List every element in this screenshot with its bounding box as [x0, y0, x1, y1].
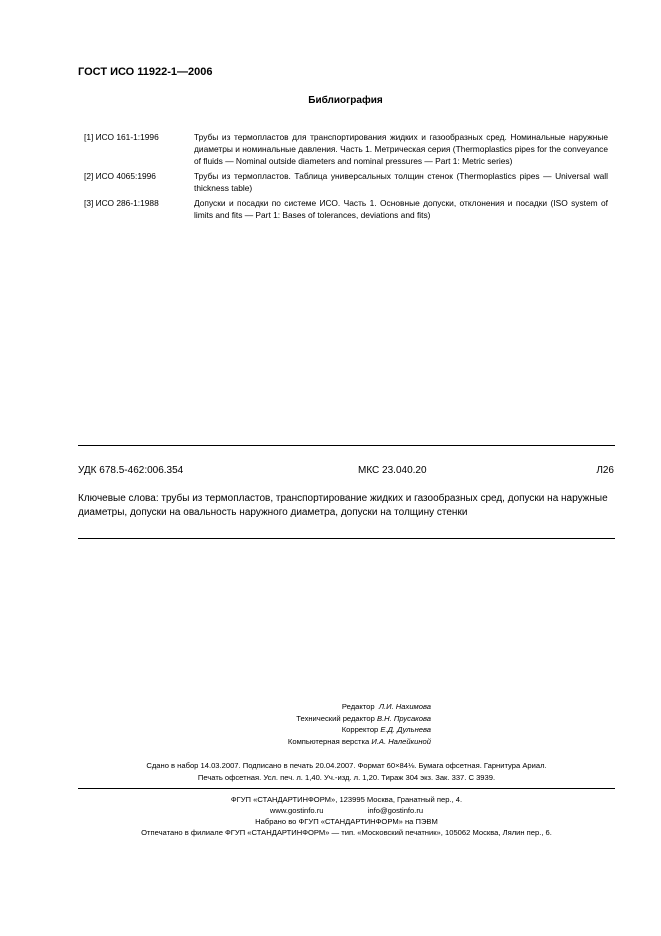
mks-code: МКС 23.040.20 — [358, 465, 427, 476]
staff-role: Корректор — [341, 725, 379, 734]
bibliography-text: Трубы из термопластов для транспортирования жидких и газообразных сред. Номинальные наружные диаметры и номинальные давления. Часть 1. Метрическая серия (Thermoplastics pipes for the conveyance of fluids — Nominal outside diameters and nominal pressures — Part 1: Metric series) — [194, 132, 608, 166]
staff-name: В.Н. Прусакова — [377, 713, 431, 723]
publisher-contacts — [78, 805, 615, 816]
staff-role: Компьютерная верстка — [287, 736, 370, 746]
staff-line — [288, 736, 431, 748]
group-code: Л26 — [596, 465, 614, 476]
staff-name: И.А. Налейкиной — [371, 736, 431, 746]
divider-bottom — [78, 788, 615, 789]
staff-line — [288, 713, 431, 725]
publisher-info — [78, 794, 615, 838]
bibliography-item — [84, 197, 608, 221]
staff-credits — [288, 701, 431, 747]
udk-code: УДК 678.5-462:006.354 — [78, 465, 184, 476]
staff-name: Е.Д. Дульнева — [380, 725, 431, 734]
staff-line — [288, 701, 431, 713]
bibliography-list — [84, 131, 608, 224]
publisher-printed: Отпечатано в филиале ФГУП «СТАНДАРТИНФОРМ» — тип. «Московский печатник», 105062 Москва, Лялин пер., 6. — [141, 828, 552, 837]
publisher-email: info@gostinfo.ru — [367, 806, 424, 815]
publisher-address: ФГУП «СТАНДАРТИНФОРМ», 123995 Москва, Гранатный пер., 4. — [230, 795, 463, 804]
bibliography-title: Библиография — [308, 95, 383, 106]
staff-role: Редактор — [341, 702, 375, 711]
print-info-line1: Сдано в набор 14.03.2007. Подписано в печать 20.04.2007. Формат 60×84⅛. Бумага офсетная. Гарнитура Ариал. — [146, 761, 547, 770]
divider-top — [78, 445, 615, 446]
bibliography-text: Трубы из термопластов. Таблица универсальных толщин стенок (Thermoplastics pipes — Universal wall thickness table) — [194, 171, 608, 193]
staff-name: Л.И. Нахимова — [378, 702, 431, 711]
bibliography-ref: [3] ИСО 286-1:1988 — [84, 198, 159, 208]
bibliography-ref: [2] ИСО 4065:1996 — [84, 171, 156, 181]
bibliography-text: Допуски и посадки по системе ИСО. Часть 1. Основные допуски, отклонения и посадки (ISO system of limits and fits — Part 1: Bases of tolerances, deviations and fits) — [194, 198, 608, 220]
bibliography-item — [84, 131, 608, 167]
print-info-line2: Печать офсетная. Усл. печ. л. 1,40. Уч.-изд. л. 1,20. Тираж 304 экз. Зак. 337. С 3939. — [197, 773, 496, 782]
divider-middle — [78, 538, 615, 539]
staff-role: Технический редактор — [296, 713, 375, 723]
keywords: Ключевые слова: трубы из термопластов, транспортирование жидких и газообразных сред, допуски на наружные диаметры, допуски на овальность наружного диаметра, допуски на толщину стенки — [78, 493, 608, 518]
publisher-website: www.gostinfo.ru — [269, 806, 324, 815]
publisher-typeset: Набрано во ФГУП «СТАНДАРТИНФОРМ» на ПЭВМ — [255, 817, 438, 826]
staff-line — [288, 724, 431, 736]
bibliography-item — [84, 170, 608, 194]
bibliography-ref: [1] ИСО 161-1:1996 — [84, 132, 159, 142]
document-header: ГОСТ ИСО 11922-1—2006 — [78, 66, 213, 78]
